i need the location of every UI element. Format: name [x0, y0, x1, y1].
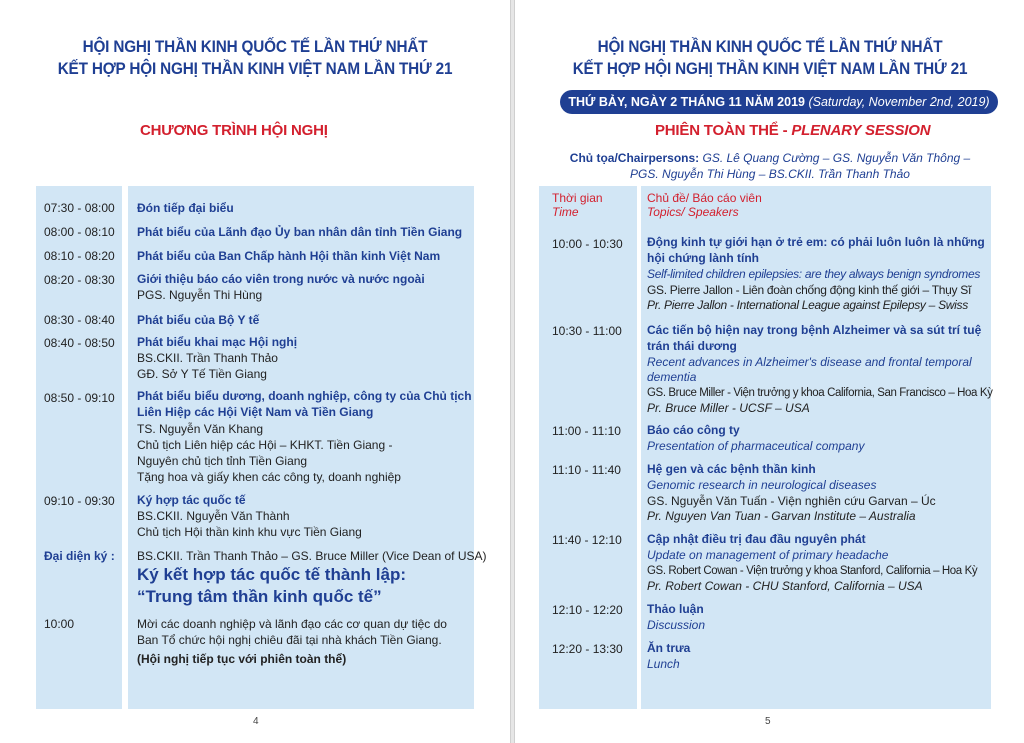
banquet-line: Mời các doanh nghiệp và lãnh đạo các cơ quan dự tiệc do — [137, 617, 447, 631]
title-line-2: KẾT HỢP HỘI NGHỊ THẦN KINH VIỆT NAM LẦN THỨ 21 — [572, 59, 968, 78]
schedule-time: 10:00 — [44, 617, 75, 631]
schedule-time: 08:00 - 08:10 — [44, 225, 115, 239]
schedule-title: Phát biểu của Ban Chấp hành Hội thần kinh Việt Nam — [137, 249, 441, 263]
schedule-speaker: Tặng hoa và giấy khen các công ty, doanh nghiệp — [137, 470, 401, 484]
session-time: 12:20 - 13:30 — [552, 642, 623, 656]
session-time: 11:00 - 11:10 — [552, 424, 621, 438]
session-topic-en: Genomic research in neurological diseases — [647, 478, 877, 492]
page-left — [0, 0, 511, 743]
session-topic: trán thái dương — [647, 339, 737, 353]
title-line-1: HỘI NGHỊ THẦN KINH QUỐC TẾ LẦN THỨ NHẤT — [597, 37, 943, 56]
schedule-speaker: TS. Nguyễn Văn Khang — [137, 422, 264, 436]
date-en: (Saturday, November 2nd, 2019) — [808, 95, 990, 109]
schedule-time: 08:10 - 08:20 — [44, 249, 115, 263]
banquet-line: Ban Tổ chức hội nghị chiêu đãi tại nhà khách Tiền Giang. — [137, 633, 442, 647]
date-vi: THỨ BẢY, NGÀY 2 THÁNG 11 NĂM 2019 — [568, 95, 805, 109]
schedule-title: Đón tiếp đại biểu — [137, 201, 234, 215]
session-title-vi: PHIÊN TOÀN THỂ - — [655, 122, 792, 139]
schedule-speaker: PGS. Nguyễn Thi Hùng — [137, 288, 263, 302]
schedule-time: 09:10 - 09:30 — [44, 494, 115, 508]
header-time-en: Time — [552, 205, 579, 219]
session-speaker: GS. Robert Cowan - Viện trưởng y khoa Stanford, California – Hoa Kỳ — [647, 565, 978, 577]
session-topic-en: Presentation of pharmaceutical company — [647, 439, 865, 453]
session-topic-en: Lunch — [647, 657, 680, 671]
session-topic: Hệ gen và các bệnh thần kinh — [647, 462, 816, 476]
schedule-title: Liên Hiệp các Hội Việt Nam và Tiền Giang — [137, 405, 374, 419]
schedule-title: Giới thiệu báo cáo viên trong nước và nước ngoài — [137, 272, 425, 286]
time-column — [539, 186, 637, 709]
page-number: 5 — [765, 716, 771, 727]
session-topic-en: Recent advances in Alzheimer's disease and frontal temporal — [647, 355, 972, 369]
session-topic: hội chứng lành tính — [647, 251, 760, 265]
schedule-speaker: BS.CKII. Nguyễn Văn Thành — [137, 509, 290, 523]
schedule-time: 08:50 - 09:10 — [44, 391, 115, 405]
session-time: 12:10 - 12:20 — [552, 603, 623, 617]
session-title — [655, 122, 930, 139]
schedule-title: Phát biểu khai mạc Hội nghị — [137, 335, 298, 349]
schedule-time: 08:30 - 08:40 — [44, 313, 115, 327]
session-topic-en: dementia — [647, 370, 697, 384]
agreement-headline: Ký kết hợp tác quốc tế thành lập: — [137, 565, 407, 584]
schedule-speaker: GĐ. Sở Y Tế Tiền Giang — [137, 367, 267, 381]
session-speaker: GS. Pierre Jallon - Liên đoàn chống động kinh thế giới – Thụy Sĩ — [647, 283, 971, 297]
signers-label: Đại diện ký : — [44, 549, 115, 563]
page-right — [514, 0, 1024, 743]
page-number: 4 — [253, 716, 259, 727]
conference-title — [541, 36, 1000, 80]
session-time: 10:30 - 11:00 — [552, 324, 622, 338]
agreement-center-name: “Trung tâm thần kinh quốc tế” — [137, 587, 382, 606]
chair-names: PGS. Nguyễn Thi Hùng – BS.CKII. Trần Thanh Thảo — [630, 167, 910, 181]
schedule-title: Phát biểu biểu dương, doanh nghiệp, công ty của Chủ tịch — [137, 389, 472, 403]
session-topic: Thảo luận — [647, 602, 704, 616]
date-banner — [560, 90, 998, 114]
header-topic — [647, 191, 762, 219]
schedule-speaker: BS.CKII. Trần Thanh Thảo — [137, 351, 278, 365]
signers: BS.CKII. Trần Thanh Thảo – GS. Bruce Miller (Vice Dean of USA) — [137, 549, 487, 563]
session-speaker-en: Pr. Robert Cowan - CHU Stanford, California – USA — [647, 579, 923, 593]
session-speaker-en: Pr. Bruce Miller - UCSF – USA — [647, 401, 810, 415]
schedule-time: 07:30 - 08:00 — [44, 201, 115, 215]
session-time: 11:40 - 12:10 — [552, 533, 622, 547]
continuation-note: (Hội nghị tiếp tục với phiên toàn thể) — [137, 652, 347, 666]
schedule-time: 08:40 - 08:50 — [44, 336, 115, 350]
session-topic-en: Discussion — [647, 618, 706, 632]
session-topic: Các tiến bộ hiện nay trong bệnh Alzheimer và sa sút trí tuệ — [647, 323, 982, 337]
chair-label: Chủ tọa/Chairpersons: — [569, 151, 700, 165]
session-topic-en: Self-limited children epilepsies: are they always benign syndromes — [647, 267, 981, 281]
header-time — [552, 191, 603, 219]
session-title-en: PLENARY SESSION — [791, 122, 931, 139]
session-topic: Động kinh tự giới hạn ở trẻ em: có phải luôn luôn là những — [647, 235, 985, 249]
schedule-time: 08:20 - 08:30 — [44, 273, 115, 287]
title-line-2: KẾT HỢP HỘI NGHỊ THẦN KINH VIỆT NAM LẦN THỨ 21 — [57, 59, 453, 78]
session-speaker: GS. Nguyễn Văn Tuấn - Viện nghiên cứu Garvan – Úc — [647, 494, 936, 508]
conference-title — [26, 36, 485, 80]
schedule-title: Phát biểu của Bộ Y tế — [137, 313, 260, 327]
session-speaker-en: Pr. Pierre Jallon - International League against Epilepsy – Swiss — [647, 298, 968, 312]
schedule-title: Phát biểu của Lãnh đạo Ủy ban nhân dân tỉnh Tiền Giang — [137, 225, 463, 239]
chair-names: GS. Lê Quang Cường – GS. Nguyễn Văn Thông – — [699, 151, 971, 165]
chairpersons — [515, 150, 1024, 182]
header-time-vi: Thời gian — [552, 191, 603, 205]
schedule-speaker: Nguyên chủ tịch tỉnh Tiền Giang — [137, 454, 308, 468]
header-topic-vi: Chủ đề/ Báo cáo viên — [647, 191, 762, 205]
schedule-speaker: Chủ tịch Liên hiệp các Hội – KHKT. Tiền Giang - — [137, 438, 393, 452]
session-topic-en: Update on management of primary headache — [647, 548, 889, 562]
session-topic: Báo cáo công ty — [647, 423, 740, 437]
title-line-1: HỘI NGHỊ THẦN KINH QUỐC TẾ LẦN THỨ NHẤT — [82, 37, 428, 56]
schedule-speaker: Chủ tịch Hội thần kinh khu vực Tiền Giang — [137, 525, 362, 539]
session-speaker-en: Pr. Nguyen Van Tuan - Garvan Institute – Australia — [647, 509, 916, 523]
program-title: CHƯƠNG TRÌNH HỘI NGHỊ — [140, 122, 328, 139]
session-time: 10:00 - 10:30 — [552, 237, 623, 251]
session-topic: Cập nhật điều trị đau đầu nguyên phát — [647, 532, 866, 546]
session-time: 11:10 - 11:40 — [552, 463, 621, 477]
schedule-title: Ký hợp tác quốc tế — [137, 493, 246, 507]
session-speaker: GS. Bruce Miller - Viện trưởng y khoa California, San Francisco – Hoa Kỳ — [647, 387, 993, 399]
session-topic: Ăn trưa — [647, 641, 691, 655]
header-topic-en: Topics/ Speakers — [647, 205, 739, 219]
